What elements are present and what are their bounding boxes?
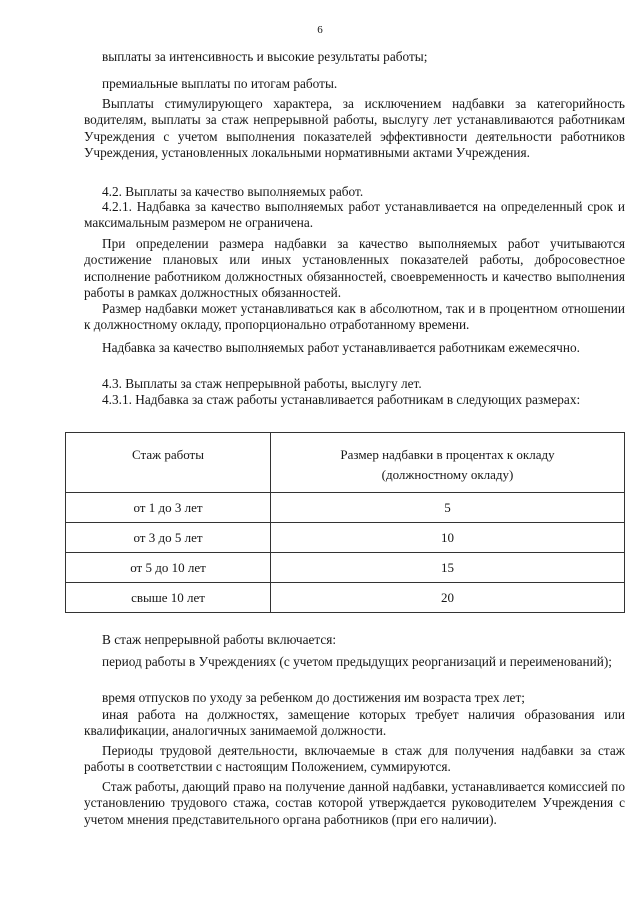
table-row <box>66 493 625 523</box>
paragraph-included-other-work: иная работа на должностях, замещение которых требует наличия образования или квалификации, аналогичных занимаемой должности. <box>84 707 625 739</box>
row-period: от 3 до 5 лет <box>66 523 271 553</box>
row-percent: 10 <box>271 523 625 553</box>
row-percent: 5 <box>271 493 625 523</box>
paragraph-periods-summed: Периоды трудовой деятельности, включаемые в стаж для получения надбавки за стаж работы в соответствии с настоящим Положением, суммируются. <box>84 743 625 775</box>
seniority-bonus-table <box>65 432 625 613</box>
header-seniority: Стаж работы <box>66 433 271 493</box>
paragraph-bonus-size: Размер надбавки может устанавливаться как в абсолютном, так и в процентном отношении к должностному окладу, пропорционально отработанному времени. <box>84 301 625 333</box>
table-header-row <box>66 433 625 493</box>
row-period: от 1 до 3 лет <box>66 493 271 523</box>
header-bonus-line1: Размер надбавки в процентах к окладу <box>340 447 555 462</box>
row-percent: 20 <box>271 583 625 613</box>
paragraph-monthly-bonus: Надбавка за качество выполняемых работ устанавливается работникам ежемесячно. <box>102 340 580 355</box>
paragraph-quality-criteria: При определении размера надбавки за качество выполняемых работ учитываются достижение плановых или иных установленных показателей работы, добросовестное исполнение работником должностных обязанностей, своевременность и качество выполнения работы в рамках должностных обязанностей. <box>84 236 625 300</box>
row-period: от 5 до 10 лет <box>66 553 271 583</box>
paragraph-included-leave: время отпусков по уходу за ребенком до достижения им возраста трех лет; <box>102 690 525 705</box>
paragraph-4-2-1: 4.2.1. Надбавка за качество выполняемых работ устанавливается на определенный срок и максимальным размером не ограничена. <box>84 199 625 231</box>
page-number: 6 <box>317 24 323 36</box>
paragraph-stimulating-payments: Выплаты стимулирующего характера, за исключением надбавки за категорийность водителям, выплаты за стаж непрерывной работы, выслугу лет устанавливаются работникам Учреждения с учетом выполнения показателей эффективности деятельности работников Учреждения, установленных локальными нормативными актами Учреждения. <box>84 96 625 160</box>
table-row <box>66 523 625 553</box>
intro-line-1: выплаты за интенсивность и высокие результаты работы; <box>102 49 428 64</box>
row-percent: 15 <box>271 553 625 583</box>
paragraph-included-heading: В стаж непрерывной работы включается: <box>102 632 337 647</box>
header-bonus-line2: (должностному окладу) <box>381 467 514 482</box>
paragraph-4-3-1: 4.3.1. Надбавка за стаж работы устанавливается работникам в следующих размерах: <box>102 392 581 407</box>
paragraph-included-period: период работы в Учреждениях (с учетом предыдущих реорганизаций и переименований); <box>102 654 612 669</box>
header-bonus-percent <box>271 433 625 493</box>
section-4-2-heading: 4.2. Выплаты за качество выполняемых работ. <box>102 184 364 199</box>
section-4-3-heading: 4.3. Выплаты за стаж непрерывной работы, выслугу лет. <box>102 376 422 391</box>
table-row <box>66 553 625 583</box>
intro-line-2: премиальные выплаты по итогам работы. <box>102 76 338 91</box>
table-row <box>66 583 625 613</box>
paragraph-commission: Стаж работы, дающий право на получение данной надбавки, устанавливается комиссией по установлению трудового стажа, состав которой утверждается руководителем Учреждения с учетом мнения представительного органа работников (при его наличии). <box>84 779 625 827</box>
row-period: свыше 10 лет <box>66 583 271 613</box>
